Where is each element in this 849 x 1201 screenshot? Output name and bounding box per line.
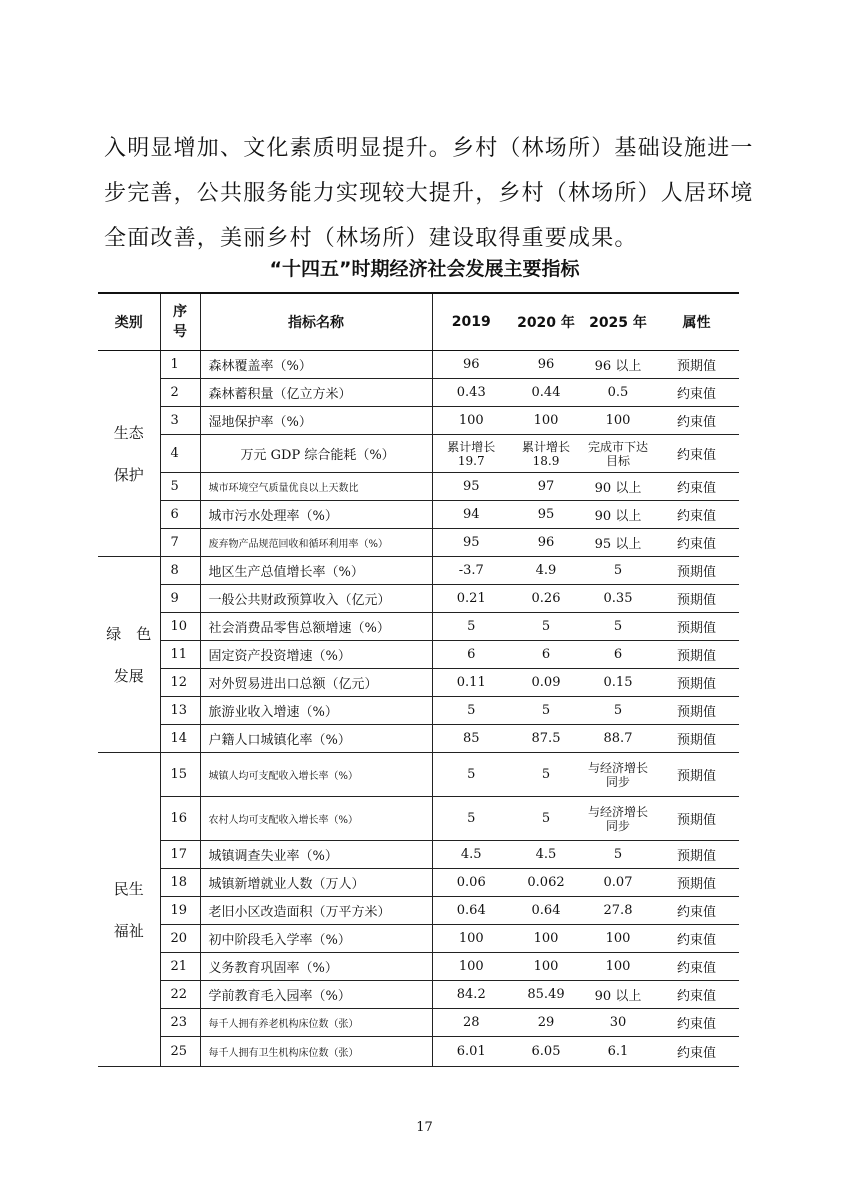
indicator-name: 学前教育毛入园率（%） xyxy=(200,981,432,1009)
value-2020: 29 xyxy=(510,1009,582,1037)
indicator-name: 湿地保护率（%） xyxy=(200,407,432,435)
table-row xyxy=(98,925,739,953)
category-label: 发展 xyxy=(113,666,144,685)
category-label: 生态 xyxy=(113,423,144,442)
row-number: 25 xyxy=(160,1037,200,1067)
value-2025: 0.07 xyxy=(582,869,654,897)
value-2025: 30 xyxy=(582,1009,654,1037)
value-2019: 累计增长 19.7 xyxy=(432,435,510,473)
row-number: 4 xyxy=(160,435,200,473)
table-row xyxy=(98,379,739,407)
indicator-attribute: 预期值 xyxy=(654,585,739,613)
header-2020: 2020 年 xyxy=(510,293,582,351)
value-2019: 6 xyxy=(432,641,510,669)
row-number: 15 xyxy=(160,753,200,797)
value-2020: 0.062 xyxy=(510,869,582,897)
table-row xyxy=(98,613,739,641)
value-2020: 4.9 xyxy=(510,557,582,585)
header-seq xyxy=(160,293,200,351)
indicator-attribute: 约束值 xyxy=(654,501,739,529)
indicator-name: 森林蓄积量（亿立方米） xyxy=(200,379,432,407)
category-label: 福祉 xyxy=(113,921,144,940)
value-2019: 5 xyxy=(432,697,510,725)
indicator-name: 社会消费品零售总额增速（%） xyxy=(200,613,432,641)
value-2019: 0.21 xyxy=(432,585,510,613)
table-row xyxy=(98,557,739,585)
value-2019: 96 xyxy=(432,351,510,379)
table-row xyxy=(98,953,739,981)
value-2025: 0.15 xyxy=(582,669,654,697)
indicator-attribute: 约束值 xyxy=(654,1037,739,1067)
value-2019: 4.5 xyxy=(432,841,510,869)
value-2020: 0.64 xyxy=(510,897,582,925)
table-row xyxy=(98,1009,739,1037)
value-2019: 100 xyxy=(432,953,510,981)
value-2020: 95 xyxy=(510,501,582,529)
table-row xyxy=(98,669,739,697)
header-name: 指标名称 xyxy=(200,293,432,351)
header-2019: 2019 xyxy=(432,293,510,351)
indicator-attribute: 约束值 xyxy=(654,925,739,953)
indicator-name: 万元 GDP 综合能耗（%） xyxy=(200,435,432,473)
value-2025: 6 xyxy=(582,641,654,669)
row-number: 6 xyxy=(160,501,200,529)
indicator-name: 初中阶段毛入学率（%） xyxy=(200,925,432,953)
table-row xyxy=(98,407,739,435)
value-2020: 6.05 xyxy=(510,1037,582,1067)
value-2020: 5 xyxy=(510,753,582,797)
table-header-row xyxy=(98,293,739,351)
row-number: 18 xyxy=(160,869,200,897)
table-row xyxy=(98,529,739,557)
row-number: 8 xyxy=(160,557,200,585)
value-2019: 95 xyxy=(432,473,510,501)
table-row xyxy=(98,585,739,613)
value-2019: 0.64 xyxy=(432,897,510,925)
value-2025: 88.7 xyxy=(582,725,654,753)
value-2019: 6.01 xyxy=(432,1037,510,1067)
value-2019: 0.06 xyxy=(432,869,510,897)
row-number: 5 xyxy=(160,473,200,501)
value-2025: 95 以上 xyxy=(582,529,654,557)
value-2019: 100 xyxy=(432,407,510,435)
header-2025: 2025 年 xyxy=(582,293,654,351)
value-2019: 100 xyxy=(432,925,510,953)
category-label: 民生 xyxy=(113,879,144,898)
value-2020: 100 xyxy=(510,407,582,435)
value-2020: 100 xyxy=(510,925,582,953)
table-title: “十四五”时期经济社会发展主要指标 xyxy=(269,258,580,280)
value-2019: 0.43 xyxy=(432,379,510,407)
indicator-name: 每千人拥有卫生机构床位数（张） xyxy=(200,1037,432,1067)
value-2025: 27.8 xyxy=(582,897,654,925)
row-number: 2 xyxy=(160,379,200,407)
indicator-name: 农村人均可支配收入增长率（%） xyxy=(200,797,432,841)
indicator-name: 一般公共财政预算收入（亿元） xyxy=(200,585,432,613)
indicator-name: 城市环境空气质量优良以上天数比 xyxy=(200,473,432,501)
category-cell xyxy=(98,753,160,1067)
table-row xyxy=(98,435,739,473)
row-number: 20 xyxy=(160,925,200,953)
value-2020: 累计增长 18.9 xyxy=(510,435,582,473)
value-2020: 85.49 xyxy=(510,981,582,1009)
indicator-table xyxy=(98,292,739,1067)
value-2025: 100 xyxy=(582,407,654,435)
value-2025: 0.35 xyxy=(582,585,654,613)
indicator-name: 城市污水处理率（%） xyxy=(200,501,432,529)
indicator-attribute: 约束值 xyxy=(654,473,739,501)
table-row xyxy=(98,897,739,925)
header-category: 类别 xyxy=(98,293,160,351)
row-number: 12 xyxy=(160,669,200,697)
indicator-attribute: 预期值 xyxy=(654,725,739,753)
value-2019: 85 xyxy=(432,725,510,753)
table-row xyxy=(98,641,739,669)
paragraph-line: 步完善，公共服务能力实现较大提升，乡村（林场所）人居环境 xyxy=(104,181,754,206)
value-2020: 97 xyxy=(510,473,582,501)
header-seq-line: 号 xyxy=(173,324,187,340)
paragraph-line: 全面改善，美丽乡村（林场所）建设取得重要成果。 xyxy=(104,226,638,251)
indicator-attribute: 约束值 xyxy=(654,379,739,407)
row-number: 21 xyxy=(160,953,200,981)
value-2020: 0.44 xyxy=(510,379,582,407)
value-2020: 4.5 xyxy=(510,841,582,869)
row-number: 3 xyxy=(160,407,200,435)
value-2025: 5 xyxy=(582,697,654,725)
value-2025: 100 xyxy=(582,925,654,953)
body-paragraph xyxy=(104,126,754,261)
value-2025: 与经济增长同步 xyxy=(582,797,654,841)
category-label: 保护 xyxy=(113,465,144,484)
value-2019: 28 xyxy=(432,1009,510,1037)
row-number: 1 xyxy=(160,351,200,379)
header-seq-line: 序 xyxy=(173,304,187,320)
value-2025: 5 xyxy=(582,557,654,585)
value-2020: 96 xyxy=(510,351,582,379)
value-2020: 5 xyxy=(510,613,582,641)
row-number: 19 xyxy=(160,897,200,925)
indicator-attribute: 预期值 xyxy=(654,351,739,379)
row-number: 23 xyxy=(160,1009,200,1037)
value-2025: 5 xyxy=(582,613,654,641)
row-number: 10 xyxy=(160,613,200,641)
paragraph-line: 入明显增加、文化素质明显提升。乡村（林场所）基础设施进一 xyxy=(104,136,754,161)
indicator-name: 城镇新增就业人数（万人） xyxy=(200,869,432,897)
row-number: 14 xyxy=(160,725,200,753)
table-row xyxy=(98,697,739,725)
indicator-name: 每千人拥有养老机构床位数（张） xyxy=(200,1009,432,1037)
indicator-attribute: 约束值 xyxy=(654,529,739,557)
indicator-name: 对外贸易进出口总额（亿元） xyxy=(200,669,432,697)
value-2025: 6.1 xyxy=(582,1037,654,1067)
category-cell xyxy=(98,557,160,753)
table-row xyxy=(98,753,739,797)
value-2020: 0.09 xyxy=(510,669,582,697)
table-row xyxy=(98,725,739,753)
indicator-attribute: 预期值 xyxy=(654,753,739,797)
indicator-name: 城镇人均可支配收入增长率（%） xyxy=(200,753,432,797)
indicator-attribute: 约束值 xyxy=(654,953,739,981)
value-2019: 5 xyxy=(432,753,510,797)
indicator-name: 旅游业收入增速（%） xyxy=(200,697,432,725)
row-number: 16 xyxy=(160,797,200,841)
value-2025: 5 xyxy=(582,841,654,869)
value-2020: 96 xyxy=(510,529,582,557)
row-number: 11 xyxy=(160,641,200,669)
value-2020: 100 xyxy=(510,953,582,981)
indicator-attribute: 约束值 xyxy=(654,435,739,473)
indicator-name: 森林覆盖率（%） xyxy=(200,351,432,379)
value-2020: 87.5 xyxy=(510,725,582,753)
table-row xyxy=(98,981,739,1009)
table-row xyxy=(98,869,739,897)
table-row xyxy=(98,501,739,529)
value-2025: 96 以上 xyxy=(582,351,654,379)
indicator-attribute: 预期值 xyxy=(654,557,739,585)
category-label: 绿 色 xyxy=(106,624,152,643)
value-2019: 95 xyxy=(432,529,510,557)
value-2019: 5 xyxy=(432,613,510,641)
row-number: 22 xyxy=(160,981,200,1009)
indicator-attribute: 预期值 xyxy=(654,697,739,725)
table-body xyxy=(98,351,739,1067)
indicator-attribute: 约束值 xyxy=(654,897,739,925)
value-2019: 0.11 xyxy=(432,669,510,697)
value-2025: 90 以上 xyxy=(582,473,654,501)
table-row xyxy=(98,351,739,379)
value-2020: 0.26 xyxy=(510,585,582,613)
value-2025: 完成市下达目标 xyxy=(582,435,654,473)
indicator-attribute: 预期值 xyxy=(654,669,739,697)
indicator-attribute: 预期值 xyxy=(654,797,739,841)
indicator-name: 义务教育巩固率（%） xyxy=(200,953,432,981)
value-2025: 与经济增长同步 xyxy=(582,753,654,797)
table-row xyxy=(98,841,739,869)
indicator-attribute: 预期值 xyxy=(654,869,739,897)
value-2019: -3.7 xyxy=(432,557,510,585)
row-number: 13 xyxy=(160,697,200,725)
value-2019: 5 xyxy=(432,797,510,841)
table-row xyxy=(98,1037,739,1067)
indicator-attribute: 约束值 xyxy=(654,407,739,435)
indicator-attribute: 预期值 xyxy=(654,841,739,869)
indicator-attribute: 预期值 xyxy=(654,641,739,669)
value-2020: 6 xyxy=(510,641,582,669)
indicator-name: 固定资产投资增速（%） xyxy=(200,641,432,669)
indicator-name: 老旧小区改造面积（万平方米） xyxy=(200,897,432,925)
value-2025: 90 以上 xyxy=(582,981,654,1009)
indicator-attribute: 约束值 xyxy=(654,1009,739,1037)
indicator-name: 废弃物产品规范回收和循环利用率（%） xyxy=(200,529,432,557)
value-2020: 5 xyxy=(510,797,582,841)
indicator-attribute: 预期值 xyxy=(654,613,739,641)
header-attr: 属性 xyxy=(654,293,739,351)
row-number: 9 xyxy=(160,585,200,613)
value-2020: 5 xyxy=(510,697,582,725)
value-2025: 100 xyxy=(582,953,654,981)
table-row xyxy=(98,797,739,841)
value-2019: 94 xyxy=(432,501,510,529)
row-number: 17 xyxy=(160,841,200,869)
page-number: 17 xyxy=(416,1120,433,1135)
indicator-name: 户籍人口城镇化率（%） xyxy=(200,725,432,753)
value-2019: 84.2 xyxy=(432,981,510,1009)
category-cell xyxy=(98,351,160,557)
indicator-name: 地区生产总值增长率（%） xyxy=(200,557,432,585)
value-2025: 0.5 xyxy=(582,379,654,407)
table-row xyxy=(98,473,739,501)
row-number: 7 xyxy=(160,529,200,557)
indicator-attribute: 约束值 xyxy=(654,981,739,1009)
indicator-name: 城镇调查失业率（%） xyxy=(200,841,432,869)
value-2025: 90 以上 xyxy=(582,501,654,529)
